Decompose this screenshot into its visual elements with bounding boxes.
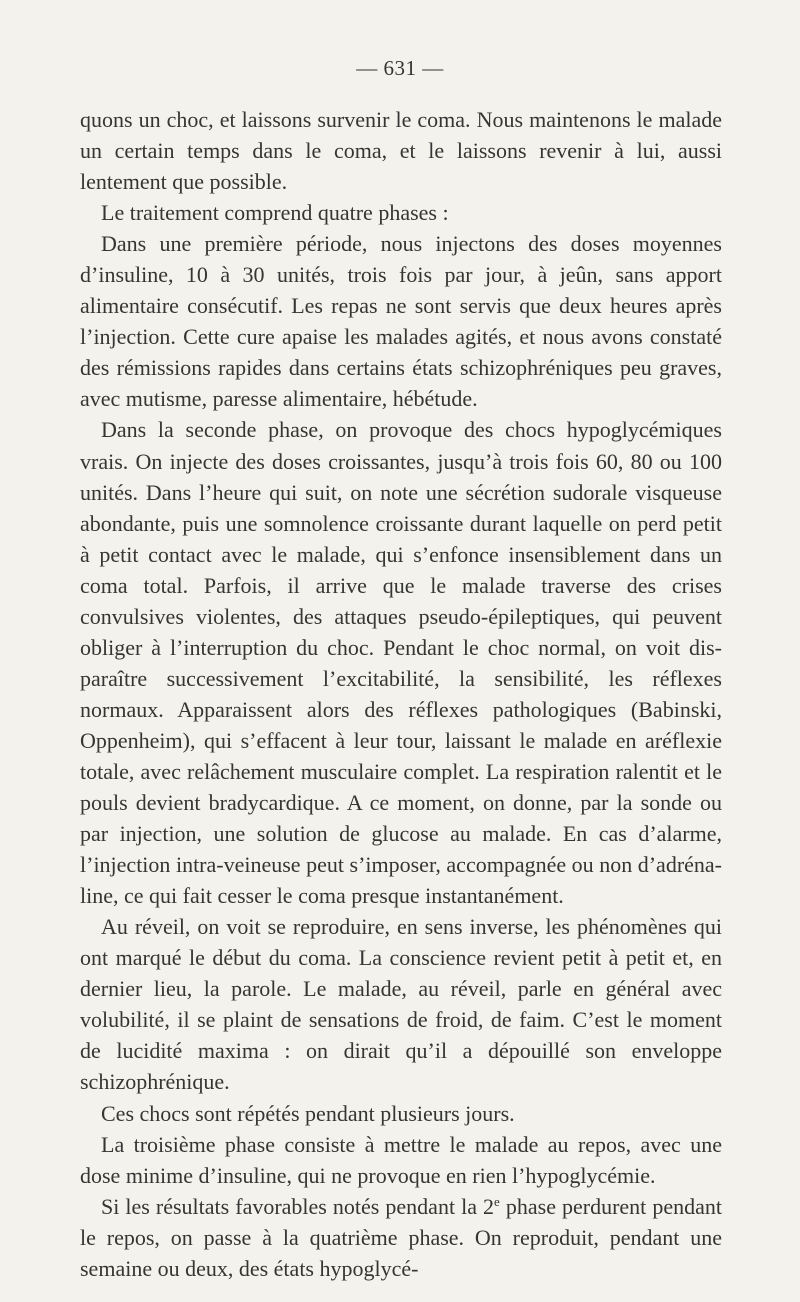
paragraph-8-start: Si les résultats favorables notés pendant la 2 [101,1193,495,1219]
paragraph-6: Ces chocs sont répétés pendant plusieurs jours. [101,1100,515,1126]
ordinal-superscript: e [494,1193,500,1209]
paragraph-4: Dans la seconde phase, on provoque des chocs hypoglycémiques vrais. On injecte des doses croissantes, jusqu’à trois fois 60, 80 ou 100 unités. Dans l’heure qui suit, on note une sécrétion sudorale visqueuse abondante, puis une somnolence croissante durant laquelle on perd petit à petit contact avec le malade, qui s’enfonce insensiblement dans un coma total. Parfois, il arrive que le malade traverse des crises convulsives violentes, des attaques pseudo-épileptiques, qui peuvent obliger à l’interruption du choc. Pendant le choc normal, on voit disparaître successivement l’excitabilité, la sensibilité, les réflexes normaux. Apparaissent alors des réflexes pathologiques (Babinski, Oppenheim), qui s’effacent à leur tour, laissant le malade en aréflexie totale, avec relâchement musculaire complet. La respiration ralentit et le pouls devient bradycardique. A ce moment, on donne, par la sonde ou par injection, une solution de glucose au malade. En cas d’alarme, l’injection intra-veineuse peut s’imposer, accompagnée ou non d’adrénaline, ce qui fait cesser le coma presque instantanément. [80,417,722,909]
paragraph-8-end: phase perdurent pendant le repos, on passe à la quatrième phase. On reproduit, pendant une semaine ou deux, des états hypoglycé- [80,1193,722,1281]
paragraph-5: Au réveil, on voit se reproduire, en sens inverse, les phénomènes qui ont marqué le début du coma. La conscience revient petit à petit et, en dernier lieu, la parole. Le malade, au réveil, parle en général avec volubilité, il se plaint de sensations de froid, de faim. C’est le moment de lucidité maxima : on dirait qu’il a dépouillé son enveloppe schizophrénique. [80,914,722,1095]
page-number: — 631 — [356,56,444,80]
paragraph-8 [80,1191,722,1284]
paragraph-1: quons un choc, et laissons survenir le coma. Nous maintenons le malade un certain temps dans le coma, et le laissons revenir à lui, aussi lentement que possible. [80,107,722,195]
paragraph-2: Le traitement comprend quatre phases : [101,200,449,226]
paragraph-3: Dans une première période, nous injectons des doses moyennes d’insuline, 10 à 30 unités, trois fois par jour, à jeûn, sans apport alimentaire consécutif. Les repas ne sont servis que deux heures après l’injection. Cette cure apaise les malades agités, et nous avons constaté des rémissions rapides dans certains états schizophréniques peu graves, avec mutisme, paresse alimentaire, hébétude. [80,231,722,412]
body-text [80,104,722,1284]
paragraph-7: La troisième phase consiste à mettre le malade au repos, avec une dose minime d’insuline, qui ne provoque en rien l’hypoglycémie. [80,1131,722,1188]
